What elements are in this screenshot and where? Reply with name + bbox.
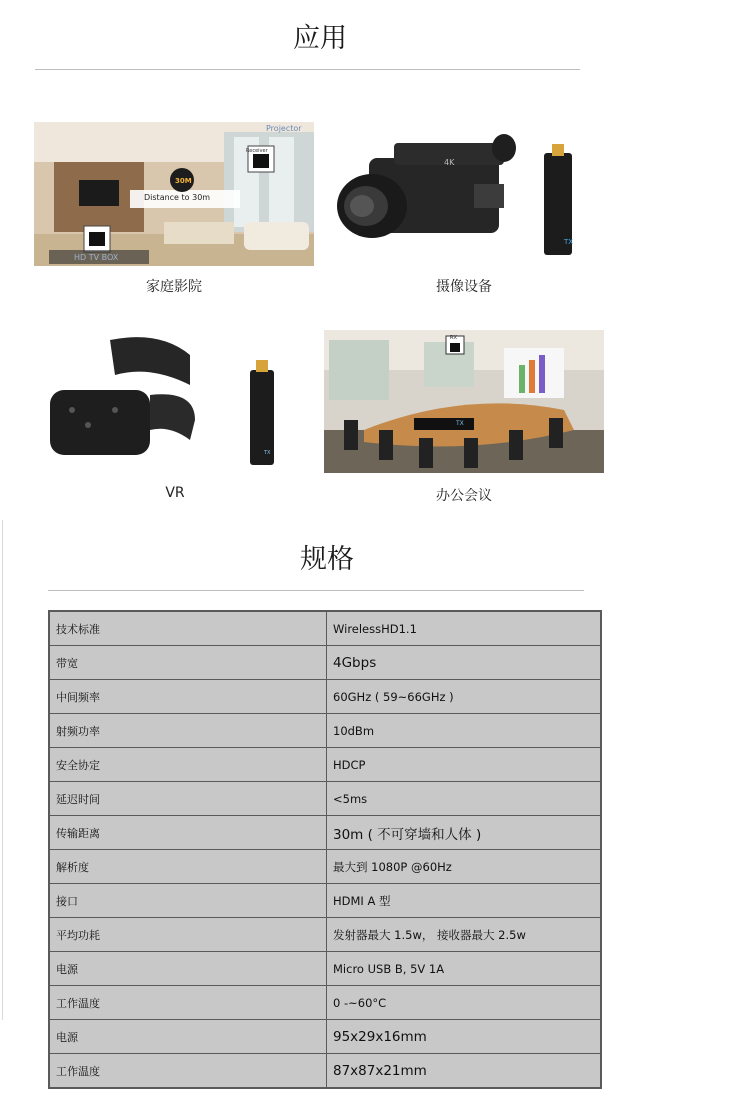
- spec-key: 安全协定: [49, 748, 327, 782]
- spec-key: 接口: [49, 884, 327, 918]
- table-row: [49, 918, 601, 952]
- spec-value: 最大到 1080P @60Hz: [327, 850, 602, 884]
- receiver-label: Receiver: [246, 148, 268, 154]
- table-row: [49, 680, 601, 714]
- tv-box-label: HD TV BOX: [74, 253, 119, 262]
- vr-dongle-tx-tag: TX: [264, 450, 271, 456]
- table-row: [49, 646, 601, 680]
- spec-key: 电源: [49, 952, 327, 986]
- dongle-tx-tag: TX: [564, 238, 574, 246]
- projector-label: Projector: [266, 124, 302, 133]
- page-edge-line: [2, 520, 3, 1020]
- tx-tag: TX: [456, 420, 464, 427]
- table-row: [49, 952, 601, 986]
- caption-home-theater: 家庭影院: [146, 279, 202, 295]
- table-row: [49, 850, 601, 884]
- spec-key: 中间频率: [49, 680, 327, 714]
- spec-value: 95x29x16mm: [327, 1020, 602, 1054]
- spec-value: WirelessHD1.1: [327, 611, 602, 646]
- section-title-applications: 应用: [293, 23, 347, 54]
- spec-key: 电源: [49, 1020, 327, 1054]
- spec-key: 延迟时间: [49, 782, 327, 816]
- section-title-specs: 规格: [300, 544, 354, 575]
- distance-label: Distance to 30m: [144, 193, 211, 202]
- spec-value: <5ms: [327, 782, 602, 816]
- table-row: [49, 782, 601, 816]
- table-row: [49, 1020, 601, 1054]
- rx-tag: RX: [450, 335, 457, 341]
- caption-camera: 摄像设备: [436, 279, 492, 295]
- table-row: [49, 1054, 601, 1089]
- table-row: [49, 748, 601, 782]
- section-divider: [48, 590, 584, 591]
- spec-key: 带宽: [49, 646, 327, 680]
- caption-vr: VR: [165, 485, 185, 501]
- spec-value: 30m ( 不可穿墙和人体 ): [327, 816, 602, 850]
- spec-key: 射频功率: [49, 714, 327, 748]
- spec-value: 0 -~60°C: [327, 986, 602, 1020]
- spec-value: Micro USB B, 5V 1A: [327, 952, 602, 986]
- table-row: [49, 611, 601, 646]
- spec-key: 传输距离: [49, 816, 327, 850]
- home-theater-image: [34, 122, 314, 266]
- distance-badge: 30M: [175, 177, 192, 185]
- spec-value: 60GHz ( 59~66GHz ): [327, 680, 602, 714]
- spec-value: 10dBm: [327, 714, 602, 748]
- table-row: [49, 714, 601, 748]
- vr-headset-image: [40, 330, 310, 470]
- spec-key: 平均功耗: [49, 918, 327, 952]
- camera-4k-badge: 4K: [444, 158, 455, 167]
- spec-value: HDMI A 型: [327, 884, 602, 918]
- spec-key: 技术标准: [49, 611, 327, 646]
- camcorder-image: [334, 128, 594, 268]
- table-row: [49, 816, 601, 850]
- table-row: [49, 986, 601, 1020]
- spec-value: HDCP: [327, 748, 602, 782]
- spec-value: 发射器最大 1.5w， 接收器最大 2.5w: [327, 918, 602, 952]
- spec-table: [48, 610, 602, 1089]
- spec-value: 4Gbps: [327, 646, 602, 680]
- caption-office: 办公会议: [436, 488, 492, 504]
- spec-key: 解析度: [49, 850, 327, 884]
- section-divider: [35, 69, 580, 70]
- spec-key: 工作温度: [49, 986, 327, 1020]
- spec-key: 工作温度: [49, 1054, 327, 1089]
- table-row: [49, 884, 601, 918]
- spec-value: 87x87x21mm: [327, 1054, 602, 1089]
- office-meeting-image: [324, 330, 604, 473]
